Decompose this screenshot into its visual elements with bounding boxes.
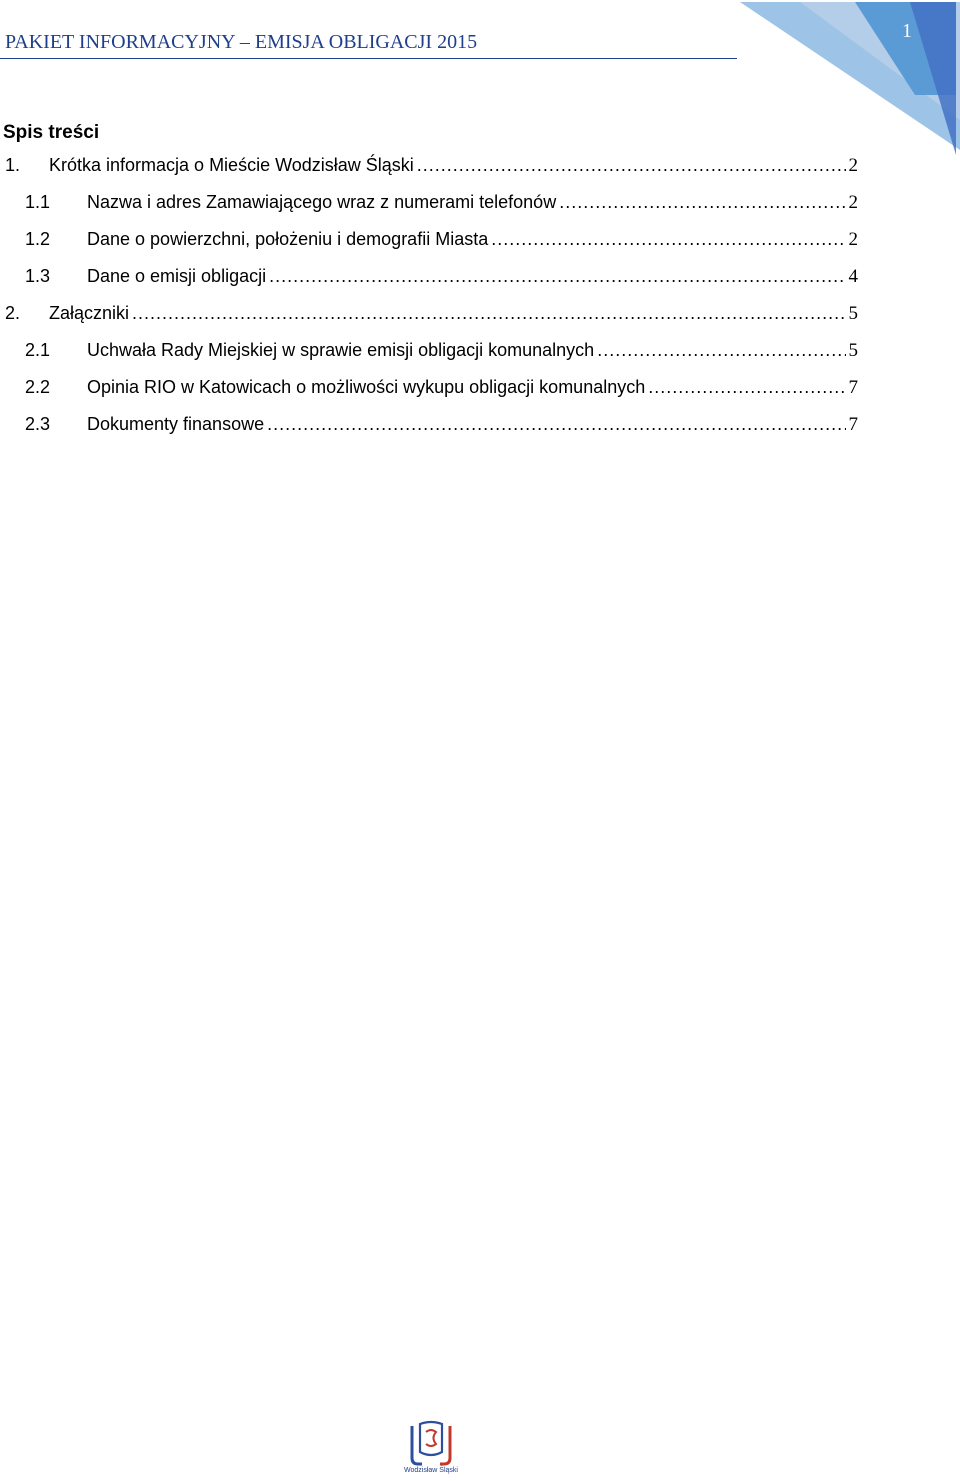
toc-leader-dots: [267, 409, 845, 439]
toc-entry-number: 2.2: [25, 377, 51, 397]
toc-entry[interactable]: [0, 409, 858, 439]
toc-entry-number: 1.1: [25, 192, 51, 212]
toc-heading: Spis treści: [3, 122, 100, 143]
toc-entry-number: 1.3: [25, 266, 51, 286]
toc-leader-dots: [417, 150, 846, 180]
toc-entry-title: Załączniki: [49, 303, 130, 323]
toc-entry-title: Dokumenty finansowe: [87, 414, 265, 434]
toc-entry-number: 2.3: [25, 414, 51, 434]
toc-leader-dots: [559, 187, 845, 217]
toc-entry-page: 2: [848, 229, 858, 250]
toc-entry-title: Opinia RIO w Katowicach o możliwości wykupu obligacji komunalnych: [87, 377, 646, 397]
toc-entry-number: 1.: [5, 155, 21, 175]
toc-entry-page: 4: [848, 266, 858, 287]
toc-leader-dots: [597, 335, 845, 365]
city-logo-icon: [398, 1418, 464, 1478]
toc-entry-page: 2: [848, 192, 858, 213]
toc-leader-dots: [132, 298, 845, 328]
toc-entry-number: 2.: [5, 303, 21, 323]
toc-entry-title: Krótka informacja o Mieście Wodzisław Śląski: [49, 155, 414, 175]
toc-leader-dots: [648, 372, 845, 402]
toc-leader-dots: [269, 261, 845, 291]
toc-entry[interactable]: [0, 298, 858, 328]
toc-entry-title: Dane o emisji obligacji: [87, 266, 267, 286]
toc-entry[interactable]: [0, 224, 858, 254]
toc-entry-title: Uchwała Rady Miejskiej w sprawie emisji obligacji komunalnych: [87, 340, 595, 360]
page-number: 1: [902, 20, 912, 42]
toc-leader-dots: [491, 224, 845, 254]
toc-entry-number: 1.2: [25, 229, 51, 249]
toc-entry-page: 7: [848, 377, 858, 398]
toc-entry-page: 7: [848, 414, 858, 435]
toc-entry-title: Nazwa i adres Zamawiającego wraz z numerami telefonów: [87, 192, 557, 212]
logo-book-shape: [420, 1422, 442, 1455]
toc-entry-page: 5: [848, 340, 858, 361]
logo-text: Wodzisław Śląski: [404, 1467, 458, 1474]
toc-entry[interactable]: [0, 187, 858, 217]
toc-entry-title: Dane o powierzchni, położeniu i demografii Miasta: [87, 229, 489, 249]
toc-entry[interactable]: [0, 335, 858, 365]
document-header-title: PAKIET INFORMACYJNY – EMISJA OBLIGACJI 2015: [5, 31, 478, 53]
toc-entry[interactable]: [0, 372, 858, 402]
logo-s-stroke: [426, 1430, 436, 1446]
corner-decoration: [700, 0, 960, 160]
toc-entry[interactable]: [0, 150, 858, 180]
toc-entry-page: 5: [848, 303, 858, 324]
toc-entry-page: 2: [848, 155, 858, 176]
header-divider: [0, 58, 737, 59]
toc-entry[interactable]: [0, 261, 858, 291]
toc-entry-number: 2.1: [25, 340, 51, 360]
